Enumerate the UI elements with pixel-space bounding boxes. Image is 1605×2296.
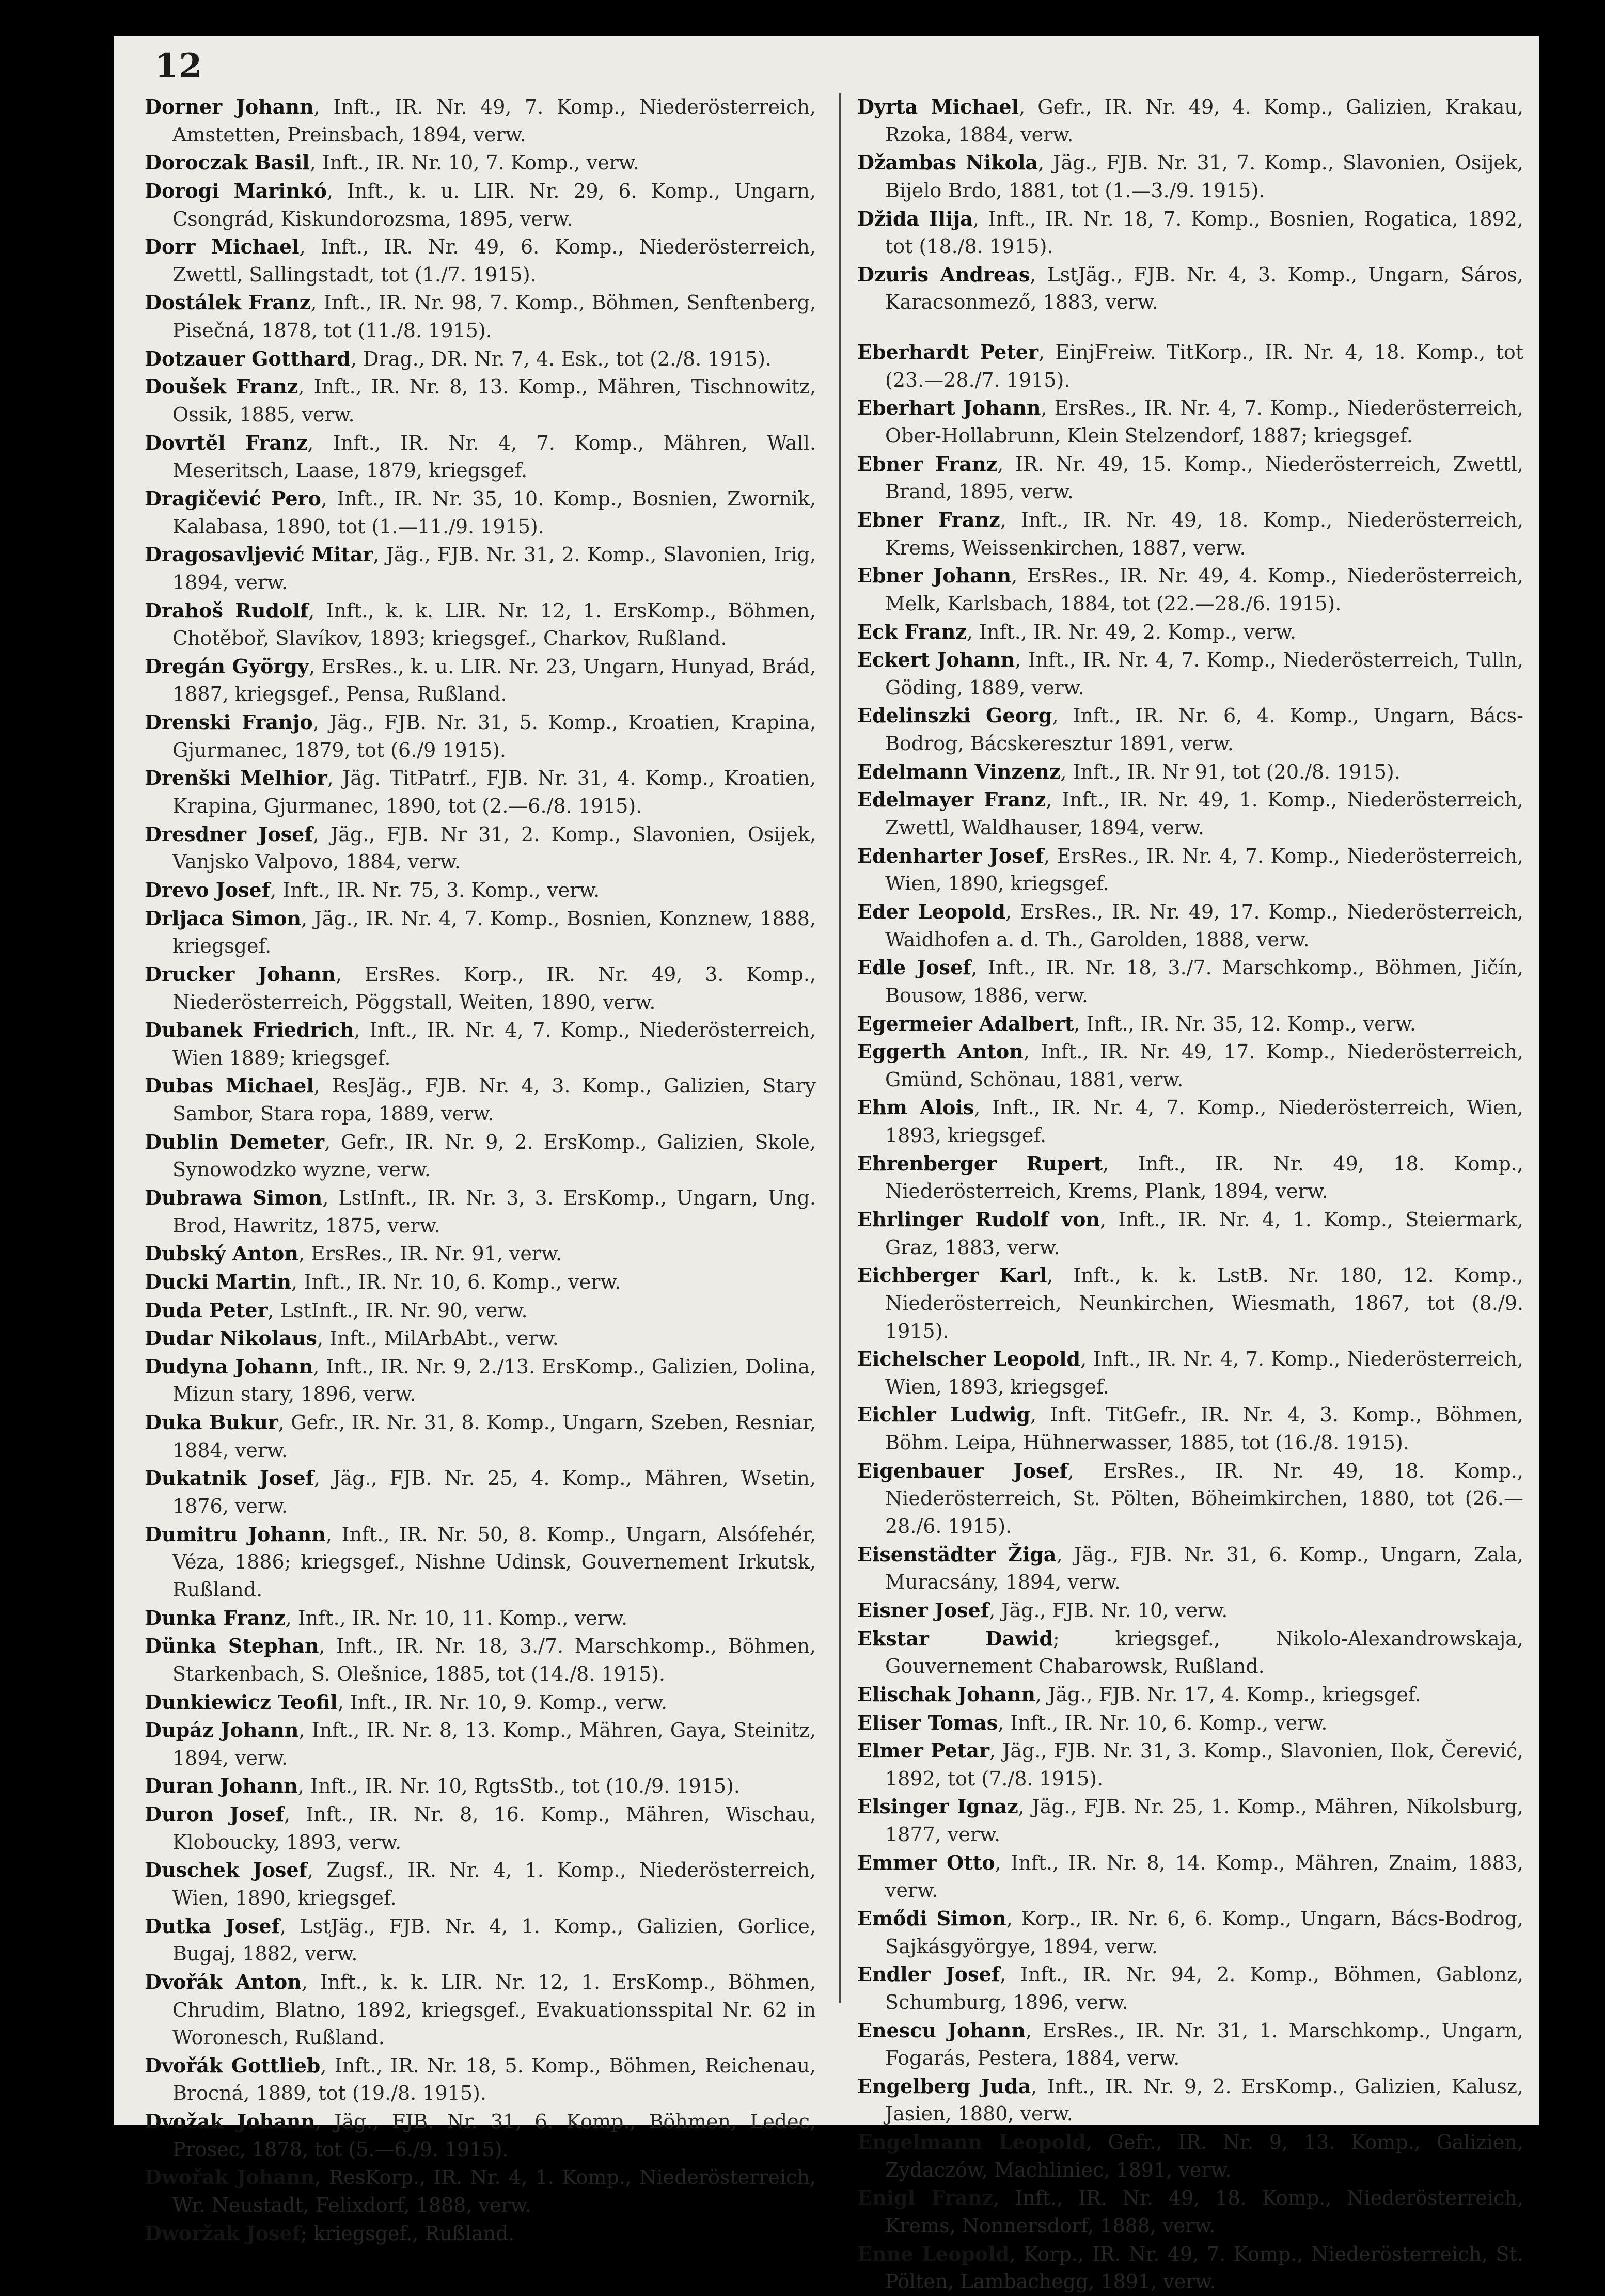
entry-details: , Inft., IR. Nr. 49, 17. Komp., Niederösterreich, Gmünd, Schönau, 1881, verw. — [885, 1040, 1523, 1091]
entry-details: , Inft., IR. Nr. 10, 9. Komp., verw. — [337, 1690, 668, 1714]
entry-name: Drahoš Rudolf — [145, 598, 309, 622]
entry-details: , Korp., IR. Nr. 6, 6. Komp., Ungarn, Bács-Bodrog, Sajkásgyörgye, 1894, verw. — [885, 1907, 1523, 1958]
entry-name: Dudar Nikolaus — [145, 1326, 317, 1350]
entry-details: , Inft., IR. Nr. 10, RgtsStb., tot (10./9. 1915). — [297, 1775, 740, 1798]
entry-name: Engelmann Leopold — [857, 2130, 1086, 2154]
list-entry — [145, 93, 816, 149]
entry-details: , LstJäg., FJB. Nr. 4, 3. Komp., Ungarn, Sáros, Karacsonmező, 1883, verw. — [885, 263, 1524, 314]
entry-details: , Inft., IR. Nr. 4, 7. Komp., Niederösterreich, Wien 1889; kriegsgef. — [172, 1019, 816, 1069]
entry-name: Dubanek Friedrich — [145, 1018, 354, 1042]
entry-details: , Inft., IR. Nr. 18, 3./7. Marschkomp., Böhmen, Starkenbach, S. Olešnice, 1885, tot (14./8. 1915). — [172, 1635, 816, 1685]
entry-details: , Jäg., FJB. Nr. 25, 1. Komp., Mähren, Nikolsburg, 1877, verw. — [885, 1795, 1523, 1846]
entry-name: Dvořák Gottlieb — [145, 2053, 321, 2077]
entry-name: Duka Bukur — [145, 1411, 278, 1434]
entry-details: , Gefr., IR. Nr. 49, 4. Komp., Galizien, Krakau, Rzoka, 1884, verw. — [885, 96, 1524, 146]
list-entry — [857, 1709, 1523, 1737]
entry-name: Dworžak Josef — [145, 2221, 301, 2245]
entry-name: Dunka Franz — [145, 1606, 286, 1629]
entry-name: Ehm Alois — [857, 1096, 974, 1119]
list-entry — [857, 842, 1523, 898]
list-entry — [857, 450, 1523, 506]
entry-details: , ErsRes., IR. Nr. 4, 7. Komp., Niederösterreich, Ober-Hollabrunn, Klein Stelzendorf, 1887; kriegsgef. — [885, 397, 1524, 448]
entry-details: , Jäg., IR. Nr. 4, 7. Komp., Bosnien, Konznew, 1888, kriegsgef. — [172, 907, 816, 958]
entry-details: , Jäg., FJB. Nr. 17, 4. Komp., kriegsgef. — [1035, 1683, 1421, 1706]
entry-details: , Inft., IR. Nr. 75, 3. Komp., verw. — [270, 878, 600, 901]
entry-details: , Inft., IR. Nr. 10, 7. Komp., verw. — [309, 151, 639, 175]
right-column-e-section — [857, 338, 1523, 2296]
entry-details: , Gefr., IR. Nr. 31, 8. Komp., Ungarn, Szeben, Resniar, 1884, verw. — [172, 1411, 816, 1462]
entry-name: Ebner Johann — [857, 564, 1012, 588]
list-entry — [145, 653, 816, 708]
entry-name: Ehrlinger Rudolf von — [857, 1207, 1100, 1231]
entry-name: Engelberg Juda — [857, 2074, 1031, 2098]
entry-name: Eichberger Karl — [857, 1263, 1047, 1287]
entry-details: , Inft., IR. Nr. 10, 11. Komp., verw. — [285, 1606, 628, 1629]
entry-details: , Inft., k. k. LstB. Nr. 180, 12. Komp., Niederösterreich, Neunkirchen, Wiesmath, 1867, tot (8./9. 1915). — [885, 1264, 1523, 1342]
entry-details: , Inft., IR. Nr 91, tot (20./8. 1915). — [1060, 760, 1401, 783]
entry-name: Dregán György — [145, 654, 309, 678]
entry-details: , Inft., k. k. LIR. Nr. 12, 1. ErsKomp., Böhmen, Chrudim, Blatno, 1892, kriegsgef., Evakuationsspital Nr. 62 in Woronesch, Rußland. — [172, 1970, 816, 2049]
list-entry — [857, 1457, 1523, 1541]
entry-details: , Korp., IR. Nr. 49, 7. Komp., Niederösterreich, St. Pölten, Lambachegg, 1891, verw. — [885, 2242, 1523, 2293]
entry-name: Dubrawa Simon — [145, 1185, 323, 1209]
entry-details: , EinjFreiw. TitKorp., IR. Nr. 4, 18. Komp., tot (23.—28./7. 1915). — [885, 341, 1523, 391]
entry-name: Dünka Stephan — [145, 1634, 319, 1658]
list-entry — [857, 898, 1523, 954]
entry-name: Drljaca Simon — [145, 906, 302, 930]
list-entry — [145, 345, 816, 373]
entry-details: , Inft., IR. Nr. 35, 12. Komp., verw. — [1074, 1012, 1416, 1035]
entry-name: Drenški Melhior — [145, 766, 327, 790]
list-entry — [857, 1541, 1523, 1596]
column-divider — [839, 93, 841, 2003]
list-entry — [145, 1856, 816, 1912]
entry-name: Emmer Otto — [857, 1850, 995, 1874]
list-entry — [145, 1800, 816, 1856]
entry-details: , Jäg., FJB. Nr. 31, 6. Komp., Ungarn, Zala, Muracsány, 1894, verw. — [885, 1543, 1523, 1594]
entry-details: , Jäg., FJB. Nr 31, 2. Komp., Slavonien, Osijek, Vanjsko Valpovo, 1884, verw. — [172, 822, 816, 874]
entry-name: Dostálek Franz — [145, 291, 311, 314]
list-entry — [145, 1268, 816, 1296]
left-column — [145, 93, 816, 2247]
entry-name: Edle Josef — [857, 956, 971, 979]
entry-name: Dyrta Michael — [857, 95, 1019, 118]
entry-details: , Drag., DR. Nr. 7, 4. Esk., tot (2./8. 1915). — [350, 347, 772, 370]
entry-name: Eliser Tomas — [857, 1711, 998, 1734]
list-entry — [857, 1681, 1523, 1709]
entry-details: , LstInft., IR. Nr. 3, 3. ErsKomp., Ungarn, Ung. Brod, Hawritz, 1875, verw. — [172, 1186, 816, 1237]
entry-details: , Inft., IR. Nr. 49, 18. Komp., Niederösterreich, Krems, Plank, 1894, verw. — [885, 1152, 1523, 1203]
list-entry — [857, 149, 1523, 204]
list-entry — [857, 1261, 1523, 1345]
entry-details: , Inft., IR. Nr. 49, 18. Komp., Niederösterreich, Krems, Weissenkirchen, 1887, verw. — [885, 508, 1524, 559]
list-entry — [857, 618, 1523, 646]
list-entry — [857, 1625, 1523, 1681]
list-entry — [145, 429, 816, 485]
entry-name: Duda Peter — [145, 1298, 268, 1322]
list-entry — [857, 506, 1523, 562]
entry-details: , Inft., k. u. LIR. Nr. 29, 6. Komp., Ungarn, Csongrád, Kiskundorozsma, 1895, verw. — [172, 179, 816, 230]
list-entry — [857, 1596, 1523, 1625]
entry-details: , Inft., IR. Nr. 50, 8. Komp., Ungarn, Alsófehér, Véza, 1886; kriegsgef., Nishne Udinsk, Gouvernement Irkutsk, Rußland. — [172, 1523, 816, 1601]
entry-name: Eck Franz — [857, 620, 967, 643]
entry-details: , Jäg., FJB. Nr. 31, 2. Komp., Slavonien, Irig, 1894, verw. — [172, 543, 816, 594]
list-entry — [857, 562, 1523, 617]
list-entry — [145, 1521, 816, 1604]
list-entry — [145, 233, 816, 289]
list-entry — [145, 1072, 816, 1128]
list-entry — [857, 394, 1523, 450]
entry-details: , Inft., IR. Nr. 49, 18. Komp., Niederösterreich, Krems, Nonnersdorf, 1888, verw. — [885, 2187, 1523, 2238]
entry-name: Eder Leopold — [857, 899, 1005, 923]
list-entry — [857, 1960, 1523, 2016]
list-entry — [857, 205, 1523, 261]
list-entry — [857, 646, 1523, 702]
entry-details: , Inft., IR. Nr. 9, 2./13. ErsKomp., Galizien, Dolina, Mizun stary, 1896, verw. — [172, 1355, 816, 1406]
entry-name: Drucker Johann — [145, 962, 336, 986]
entry-name: Emődi Simon — [857, 1907, 1006, 1930]
entry-details: , Inft., IR. Nr. 4, 7. Komp., Niederösterreich, Tulln, Göding, 1889, verw. — [885, 648, 1523, 699]
entry-name: Dzuris Andreas — [857, 262, 1030, 286]
list-entry — [145, 876, 816, 905]
entry-details: , Jäg., FJB. Nr. 25, 4. Komp., Mähren, Wsetin, 1876, verw. — [172, 1467, 816, 1518]
list-entry — [145, 1912, 816, 1968]
list-entry — [145, 149, 816, 177]
entry-details: , Inft., MilArbAbt., verw. — [317, 1327, 559, 1350]
list-entry — [857, 2128, 1523, 2184]
entry-name: Dorner Johann — [145, 95, 314, 118]
entry-details: , Inft., IR. Nr. 49, 2. Komp., verw. — [966, 620, 1297, 643]
entry-name: Eigenbauer Josef — [857, 1459, 1068, 1482]
document-page — [114, 36, 1539, 2293]
entry-name: Dumitru Johann — [145, 1522, 326, 1546]
entry-name: Dvožak Johann — [145, 2110, 316, 2133]
list-entry — [857, 2240, 1523, 2296]
list-entry — [145, 905, 816, 960]
list-entry — [145, 1632, 816, 1688]
list-entry — [857, 1150, 1523, 1206]
right-column — [857, 93, 1523, 2296]
entry-details: , ErsRes., IR. Nr. 91, verw. — [298, 1242, 562, 1265]
list-entry — [145, 2163, 816, 2219]
entry-name: Dovrtěl Franz — [145, 431, 308, 454]
entry-details: , ErsRes. Korp., IR. Nr. 49, 3. Komp., Niederösterreich, Pöggstall, Weiten, 1890, verw. — [172, 962, 816, 1014]
entry-name: Ebner Franz — [857, 452, 998, 476]
list-entry — [145, 2052, 816, 2108]
entry-name: Dubas Michael — [145, 1074, 314, 1098]
entry-name: Egermeier Adalbert — [857, 1011, 1074, 1035]
entry-details: , Inft., IR. Nr. 94, 2. Komp., Böhmen, Gablonz, Schumburg, 1896, verw. — [885, 1963, 1523, 2014]
entry-details: , Gefr., IR. Nr. 9, 13. Komp., Galizien, Zydaczów, Machliniec, 1891, verw. — [885, 2131, 1523, 2181]
entry-details: , ErsRes., IR. Nr. 49, 4. Komp., Niederösterreich, Melk, Karlsbach, 1884, tot (22.—28./6. 1915). — [885, 564, 1523, 615]
list-entry — [145, 960, 816, 1016]
entry-details: , Inft., IR. Nr. 4, 7. Komp., Niederösterreich, Wien, 1893, kriegsgef. — [885, 1096, 1524, 1147]
list-entry — [145, 1296, 816, 1325]
entry-details: , Inft., IR. Nr. 98, 7. Komp., Böhmen, Senftenberg, Pisečná, 1878, tot (11./8. 1915). — [172, 291, 816, 342]
entry-name: Dvořák Anton — [145, 1970, 302, 1993]
list-entry — [145, 1688, 816, 1717]
entry-name: Dubský Anton — [145, 1242, 298, 1265]
list-entry — [857, 786, 1523, 842]
list-entry — [857, 1010, 1523, 1038]
entry-name: Dudyna Johann — [145, 1354, 313, 1378]
entry-details: , Jäg., FJB. Nr. 31, 7. Komp., Slavonien, Osijek, Bijelo Brdo, 1881, tot (1.—3./9. 1915). — [885, 151, 1523, 202]
list-entry — [145, 373, 816, 429]
list-entry — [145, 764, 816, 820]
entry-name: Eberhart Johann — [857, 396, 1041, 420]
entry-name: Ekstar Dawid — [857, 1626, 1053, 1650]
page-number: 12 — [155, 46, 203, 85]
entry-name: Endler Josef — [857, 1962, 1000, 1986]
entry-name: Dukatnik Josef — [145, 1466, 314, 1490]
entry-details: , Inft., IR. Nr. 35, 10. Komp., Bosnien, Zwornik, Kalabasa, 1890, tot (1.—11./9. 1915). — [172, 487, 816, 538]
list-entry — [857, 338, 1523, 394]
list-entry — [145, 1716, 816, 1772]
list-entry — [145, 541, 816, 596]
entry-details: , Jäg., FJB. Nr. 10, verw. — [989, 1598, 1228, 1622]
list-entry — [857, 2184, 1523, 2240]
section-gap — [857, 316, 1523, 338]
entry-details: ; kriegsgef., Nikolo-Alexandrowskaja, Gouvernement Chabarowsk, Rußland. — [885, 1627, 1523, 1678]
entry-name: Elmer Petar — [857, 1739, 989, 1763]
entry-name: Eichelscher Leopold — [857, 1347, 1081, 1371]
entry-name: Enigl Franz — [857, 2186, 994, 2210]
list-entry — [145, 708, 816, 764]
entry-details: , Inft., IR. Nr. 4, 7. Komp., Mähren, Wall. Meseritsch, Laase, 1879, kriegsgef. — [172, 431, 816, 482]
entry-details: , Inft., IR. Nr. 18, 7. Komp., Bosnien, Rogatica, 1892, tot (18./8. 1915). — [885, 207, 1523, 258]
entry-name: Ebner Franz — [857, 508, 1000, 531]
entry-name: Dorogi Marinkó — [145, 179, 327, 202]
entry-details: , Inft., IR. Nr. 49, 7. Komp., Niederösterreich, Amstetten, Preinsbach, 1894, verw. — [172, 96, 816, 146]
entry-name: Dwořak Johann — [145, 2165, 315, 2189]
entry-name: Elsinger Ignaz — [857, 1795, 1018, 1818]
list-entry — [145, 1240, 816, 1268]
entry-details: , Inft., IR. Nr. 10, 6. Komp., verw. — [998, 1711, 1328, 1734]
list-entry — [145, 1324, 816, 1353]
entry-name: Drevo Josef — [145, 878, 271, 901]
entry-details: , ResKorp., IR. Nr. 4, 1. Komp., Niederösterreich, Wr. Neustadt, Felixdorf, 1888, verw. — [172, 2166, 816, 2217]
entry-details: , Inft., IR. Nr. 9, 2. ErsKomp., Galizien, Kalusz, Jasien, 1880, verw. — [885, 2075, 1523, 2126]
entry-name: Ehrenberger Rupert — [857, 1151, 1103, 1175]
entry-name: Dotzauer Gotthard — [145, 346, 351, 370]
list-entry — [145, 597, 816, 653]
list-entry — [857, 1206, 1523, 1261]
list-entry — [857, 2017, 1523, 2072]
entry-name: Doroczak Basil — [145, 151, 310, 175]
entry-name: Dorr Michael — [145, 235, 300, 259]
entry-name: Dutka Josef — [145, 1914, 280, 1938]
list-entry — [145, 289, 816, 344]
list-entry — [857, 2072, 1523, 2128]
entry-details: , Zugsf., IR. Nr. 4, 1. Komp., Niederösterreich, Wien, 1890, kriegsgef. — [172, 1859, 816, 1909]
list-entry — [145, 1128, 816, 1184]
entry-name: Dresdner Josef — [145, 822, 313, 846]
entry-details: , Inft., IR. Nr. 49, 6. Komp., Niederösterreich, Zwettl, Sallingstadt, tot (1./7. 1915). — [172, 235, 816, 286]
entry-details: , Inft., IR. Nr. 8, 14. Komp., Mähren, Znaim, 1883, verw. — [885, 1851, 1523, 1902]
entry-name: Elischak Johann — [857, 1682, 1036, 1706]
list-entry — [857, 261, 1523, 316]
entry-details: , Inft., IR. Nr. 8, 13. Komp., Mähren, Tischnowitz, Ossik, 1885, verw. — [172, 375, 816, 426]
entry-name: Enescu Johann — [857, 2018, 1026, 2042]
list-entry — [857, 1345, 1523, 1401]
list-entry — [145, 820, 816, 876]
entry-details: , ErsRes., IR. Nr. 31, 1. Marschkomp., Ungarn, Fogarás, Pestera, 1884, verw. — [885, 2019, 1523, 2070]
entry-name: Duron Josef — [145, 1802, 284, 1826]
entry-name: Eisner Josef — [857, 1598, 989, 1622]
list-entry — [857, 954, 1523, 1009]
entry-details: , Inft., k. k. LIR. Nr. 12, 1. ErsKomp., Böhmen, Chotěboř, Slavíkov, 1893; kriegsgef., Charkov, Rußland. — [172, 599, 816, 650]
right-column-d-section — [857, 93, 1523, 316]
list-entry — [857, 1401, 1523, 1456]
entry-name: Drenski Franjo — [145, 710, 313, 734]
entry-name: Duschek Josef — [145, 1858, 307, 1882]
entry-name: Eggerth Anton — [857, 1040, 1024, 1064]
list-entry — [145, 1353, 816, 1408]
entry-details: , Inft., IR. Nr. 18, 5. Komp., Böhmen, Reichenau, Brocná, 1889, tot (19./8. 1915). — [172, 2054, 816, 2105]
entry-details: , Inft., IR. Nr. 4, 1. Komp., Steiermark, Graz, 1883, verw. — [885, 1208, 1523, 1259]
entry-details: , Jäg., FJB. Nr. 31, 5. Komp., Kroatien, Krapina, Gjurmanec, 1879, tot (6./9 1915). — [172, 711, 816, 762]
list-entry — [145, 177, 816, 233]
list-entry — [857, 758, 1523, 786]
entry-details: , LstInft., IR. Nr. 90, verw. — [268, 1299, 528, 1322]
entry-name: Eisenstädter Žiga — [857, 1542, 1057, 1566]
list-entry — [145, 1772, 816, 1800]
entry-details: , ErsRes., k. u. LIR. Nr. 23, Ungarn, Hunyad, Brád, 1887, kriegsgef., Pensa, Rußland. — [172, 655, 816, 706]
entry-details: , Inft., IR. Nr. 49, 1. Komp., Niederösterreich, Zwettl, Waldhauser, 1894, verw. — [885, 788, 1523, 840]
entry-name: Dupáz Johann — [145, 1718, 299, 1742]
entry-details: , ErsRes., IR. Nr. 4, 7. Komp., Niederösterreich, Wien, 1890, kriegsgef. — [885, 844, 1523, 895]
entry-name: Enne Leopold — [857, 2242, 1010, 2266]
entry-name: Doušek Franz — [145, 375, 298, 399]
entry-name: Edelmayer Franz — [857, 788, 1046, 812]
list-entry — [145, 2108, 816, 2163]
entry-details: , Gefr., IR. Nr. 9, 2. ErsKomp., Galizien, Skole, Synowodzko wyzne, verw. — [172, 1130, 816, 1181]
entry-details: , Inft., IR. Nr. 10, 6. Komp., verw. — [291, 1270, 621, 1293]
list-entry — [857, 1038, 1523, 1094]
list-entry — [145, 1968, 816, 2052]
entry-details: , LstJäg., FJB. Nr. 4, 1. Komp., Galizien, Gorlice, Bugaj, 1882, verw. — [172, 1914, 816, 1966]
entry-name: Dublin Demeter — [145, 1130, 325, 1153]
entry-name: Edelmann Vinzenz — [857, 759, 1061, 783]
list-entry — [857, 1737, 1523, 1793]
entry-name: Edenharter Josef — [857, 844, 1044, 867]
list-entry — [145, 1408, 816, 1464]
entry-name: Edelinszki Georg — [857, 704, 1052, 727]
entry-details: , Jäg. TitPatrf., FJB. Nr. 31, 4. Komp., Kroatien, Krapina, Gjurmanec, 1890, tot (2.—6./8. 1915). — [172, 767, 816, 818]
entry-name: Eichler Ludwig — [857, 1403, 1031, 1427]
entry-name: Džida Ilija — [857, 207, 973, 230]
list-entry — [857, 93, 1523, 149]
entry-name: Dragosavljević Mitar — [145, 543, 373, 566]
entry-name: Džambas Nikola — [857, 151, 1038, 175]
entry-details: , IR. Nr. 49, 15. Komp., Niederösterreich, Zwettl, Brand, 1895, verw. — [885, 452, 1523, 503]
list-entry — [857, 1793, 1523, 1848]
entry-details: , Inft., IR. Nr. 6, 4. Komp., Ungarn, Bács-Bodrog, Bácskeresztur 1891, verw. — [885, 704, 1523, 755]
list-entry — [145, 485, 816, 541]
entry-details: , Inft., IR. Nr. 8, 16. Komp., Mähren, Wischau, Kloboucky, 1893, verw. — [172, 1803, 816, 1854]
entry-name: Dunkiewicz Teofil — [145, 1690, 338, 1714]
entry-name: Ducki Martin — [145, 1270, 292, 1293]
list-entry — [857, 1905, 1523, 1960]
entry-name: Eckert Johann — [857, 648, 1015, 672]
list-entry — [857, 1849, 1523, 1905]
list-entry — [857, 702, 1523, 757]
entry-details: , Inft., IR. Nr. 4, 7. Komp., Niederösterreich, Wien, 1893, kriegsgef. — [885, 1348, 1523, 1398]
entry-details: , Inft., IR. Nr. 8, 13. Komp., Mähren, Gaya, Steinitz, 1894, verw. — [172, 1719, 816, 1769]
list-entry — [145, 1464, 816, 1520]
entry-details: , ErsRes., IR. Nr. 49, 17. Komp., Niederösterreich, Waidhofen a. d. Th., Garolden, 1888, verw. — [885, 900, 1523, 951]
entry-details: ; kriegsgef., Rußland. — [301, 2222, 515, 2245]
list-entry — [145, 2220, 816, 2248]
entry-details: , Inft. TitGefr., IR. Nr. 4, 3. Komp., Böhmen, Böhm. Leipa, Hühnerwasser, 1885, tot (16./8. 1915). — [885, 1403, 1523, 1454]
entry-details: , ResJäg., FJB. Nr. 4, 3. Komp., Galizien, Stary Sambor, Stara ropa, 1889, verw. — [172, 1074, 816, 1126]
entry-details: , Inft., IR. Nr. 18, 3./7. Marschkomp., Böhmen, Jičín, Bousow, 1886, verw. — [885, 956, 1524, 1007]
entry-details: , ErsRes., IR. Nr. 49, 18. Komp., Niederösterreich, St. Pölten, Böheimkirchen, 1880, tot (26.—28./6. 1915). — [885, 1459, 1523, 1538]
list-entry — [145, 1184, 816, 1240]
list-entry — [857, 1094, 1523, 1149]
list-entry — [145, 1604, 816, 1633]
entry-name: Duran Johann — [145, 1774, 298, 1798]
entry-name: Dragičević Pero — [145, 486, 321, 510]
entry-name: Eberhardt Peter — [857, 340, 1038, 364]
entry-details: , Jäg., FJB. Nr. 31, 6. Komp., Böhmen, Ledec, Prosec, 1878, tot (5.—6./9. 1915). — [172, 2110, 816, 2161]
entry-details: , Jäg., FJB. Nr. 31, 3. Komp., Slavonien, Ilok, Čerević, 1892, tot (7./8. 1915). — [885, 1739, 1523, 1790]
list-entry — [145, 1016, 816, 1072]
